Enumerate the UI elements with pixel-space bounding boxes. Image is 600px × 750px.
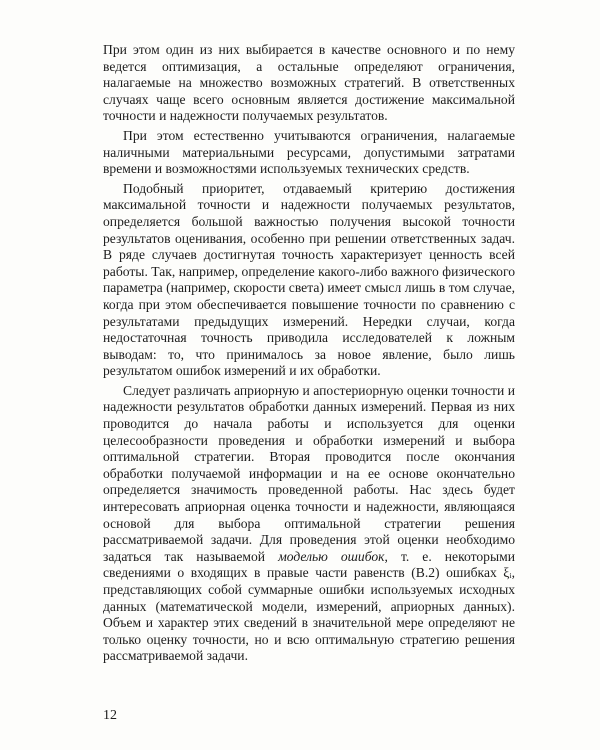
paragraph-4-text-after: , т. е. некоторыми сведениями о входящих в правые части равенств (В.2) ошибках ξᵢ, представляющих собой суммарные ошибки используемых исходных данных (математической модели, измерений, априорных данных). Объем и характер этих сведений в значительной мере определяют не только оценку точности, но и всю оптимальную стратегию решения рассматриваемой задачи. <box>103 548 515 664</box>
paragraph-1: При этом один из них выбирается в качестве основного и по нему ведется оптимизация, а остальные определяют ограничения, налагаемые на множество возможных стратегий. В ответственных случаях чаще всего основным является достижение максимальной точности и надежности получаемых результатов. <box>103 42 515 124</box>
paragraph-2: При этом естественно учитываются ограничения, налагаемые наличными материальными ресурсами, допустимыми затратами времени и возможностями используемых технических средств. <box>103 127 515 177</box>
body-text <box>103 42 515 665</box>
paragraph-4 <box>103 383 515 665</box>
page-number: 12 <box>103 708 117 723</box>
paragraph-4-text-before: Следует различать априорную и апостериорную оценки точности и надежности результатов обработки данных измерений. Первая из них проводится до начала работы и используется для оценки целесообразности проведения и обработки измерений и выбора оптимальной стратегии. Вторая проводится после окончания обработки получаемой информации и на ее основе окончательно определяется значимость проведенной работы. Нас здесь будет интересовать априорная оценка точности и надежности, являющаяся основой для выбора оптимальной стратегии решения рассматриваемой задачи. Для проведения этой оценки необходимо задаться так называемой <box>103 382 515 564</box>
paragraph-3: Подобный приоритет, отдаваемый критерию достижения максимальной точности и надежности получаемых результатов, определяется большой важностью получения высокой точности результатов оценивания, особенно при решении ответственных задач. В ряде случаев достигнутая точность характеризует ценность всей работы. Так, например, определение какого-либо важного физического параметра (например, скорости света) имеет смысл лишь в том случае, когда при этом обеспечивается повышение точности по сравнению с результатами предыдущих измерений. Нередки случаи, когда недостаточная точность приводила исследователей к ложным выводам: то, что принималось за новое явление, было лишь результатом ошибок измерений и их обработки. <box>103 180 515 379</box>
paragraph-4-emphasis: моделью ошибок <box>278 548 385 564</box>
